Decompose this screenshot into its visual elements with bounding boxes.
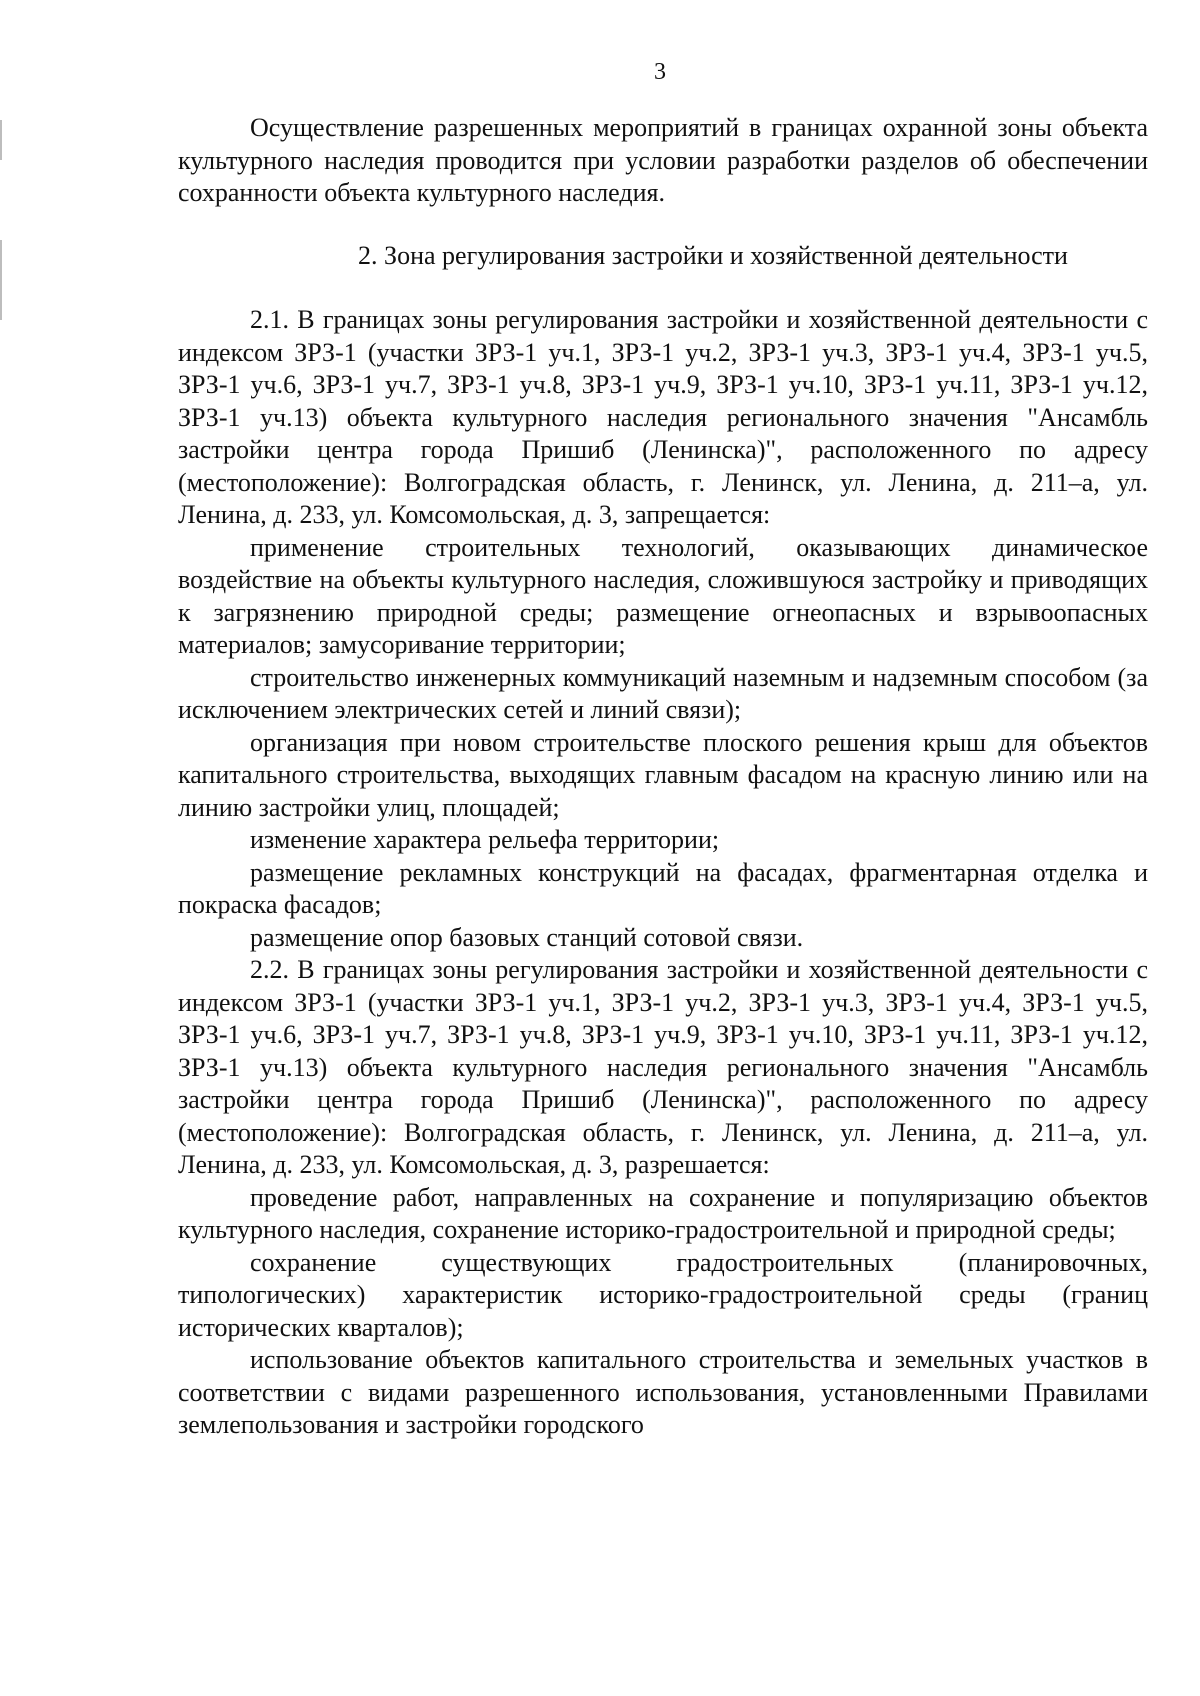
scan-edge-mark <box>0 240 2 320</box>
section-heading: 2. Зона регулирования застройки и хозяйственной деятельности <box>358 240 1068 270</box>
paragraph: использование объектов капитального строительства и земельных участков в соответствии с видами разрешенного использования, установленными Правилами землепользования и застройки городского <box>178 1345 1148 1439</box>
paragraph: строительство инженерных коммуникаций наземным и надземным способом (за исключением электрических сетей и линий связи); <box>178 662 1148 724</box>
paragraph: изменение характера рельефа территории; <box>250 825 720 854</box>
document-body <box>178 112 1148 1442</box>
paragraph: размещение опор базовых станций сотовой связи. <box>250 922 804 952</box>
paragraph: применение строительных технологий, оказывающих динамическое воздействие на объекты культурного наследия, сложившуюся застройку и приводящих к загрязнению природной среды; размещение огнеопасных и взрывоопасных материалов; замусоривание территории; <box>178 532 1148 659</box>
paragraph: проведение работ, направленных на сохранение и популяризацию объектов культурного наследия, сохранение историко-градостроительной и природной среды; <box>178 1182 1148 1244</box>
paragraph: Осуществление разрешенных мероприятий в границах охранной зоны объекта культурного наследия проводится при условии разработки разделов об обеспечении сохранности объекта культурного наследия. <box>178 113 1148 207</box>
page-number: 3 <box>654 59 666 85</box>
paragraph: сохранение существующих градостроительных (планировочных, типологических) характеристик историко-градостроительной среды (границ исторических кварталов); <box>178 1247 1148 1342</box>
paragraph: 2.1. В границах зоны регулирования застройки и хозяйственной деятельности с индексом ЗРЗ-1 (участки ЗРЗ-1 уч.1, ЗРЗ-1 уч.2, ЗРЗ-1 уч.3, ЗРЗ-1 уч.4, ЗРЗ-1 уч.5, ЗРЗ-1 уч.6, ЗРЗ-1 уч.7, ЗРЗ-1 уч.8, ЗРЗ-1 уч.9, ЗРЗ-1 уч.10, ЗРЗ-1 уч.11, ЗРЗ-1 уч.12, ЗРЗ-1 уч.13) объекта культурного наследия регионального значения "Ансамбль застройки центра города Пришиб (Ленинска)", расположенного по адресу (местоположение): Волгоградская область, г. Ленинск, ул. Ленина, д. 211–а, ул. Ленина, д. 233, ул. Комсомольская, д. 3, запрещается: <box>178 305 1148 529</box>
scan-edge-mark <box>0 120 2 160</box>
paragraph: организация при новом строительстве плоского решения крыш для объектов капитального строительства, выходящих главным фасадом на красную линию или на линию застройки улиц, площадей; <box>178 727 1148 822</box>
paragraph: 2.2. В границах зоны регулирования застройки и хозяйственной деятельности с индексом ЗРЗ-1 (участки ЗРЗ-1 уч.1, ЗРЗ-1 уч.2, ЗРЗ-1 уч.3, ЗРЗ-1 уч.4, ЗРЗ-1 уч.5, ЗРЗ-1 уч.6, ЗРЗ-1 уч.7, ЗРЗ-1 уч.8, ЗРЗ-1 уч.9, ЗРЗ-1 уч.10, ЗРЗ-1 уч.11, ЗРЗ-1 уч.12, ЗРЗ-1 уч.13) объекта культурного наследия регионального значения "Ансамбль застройки центра города Пришиб (Ленинска)", расположенного по адресу (местоположение): Волгоградская область, г. Ленинск, ул. Ленина, д. 211–а, ул. Ленина, д. 233, ул. Комсомольская, д. 3, разрешается: <box>178 955 1148 1179</box>
paragraph: размещение рекламных конструкций на фасадах, фрагментарная отделка и покраска фасадов; <box>178 857 1148 919</box>
